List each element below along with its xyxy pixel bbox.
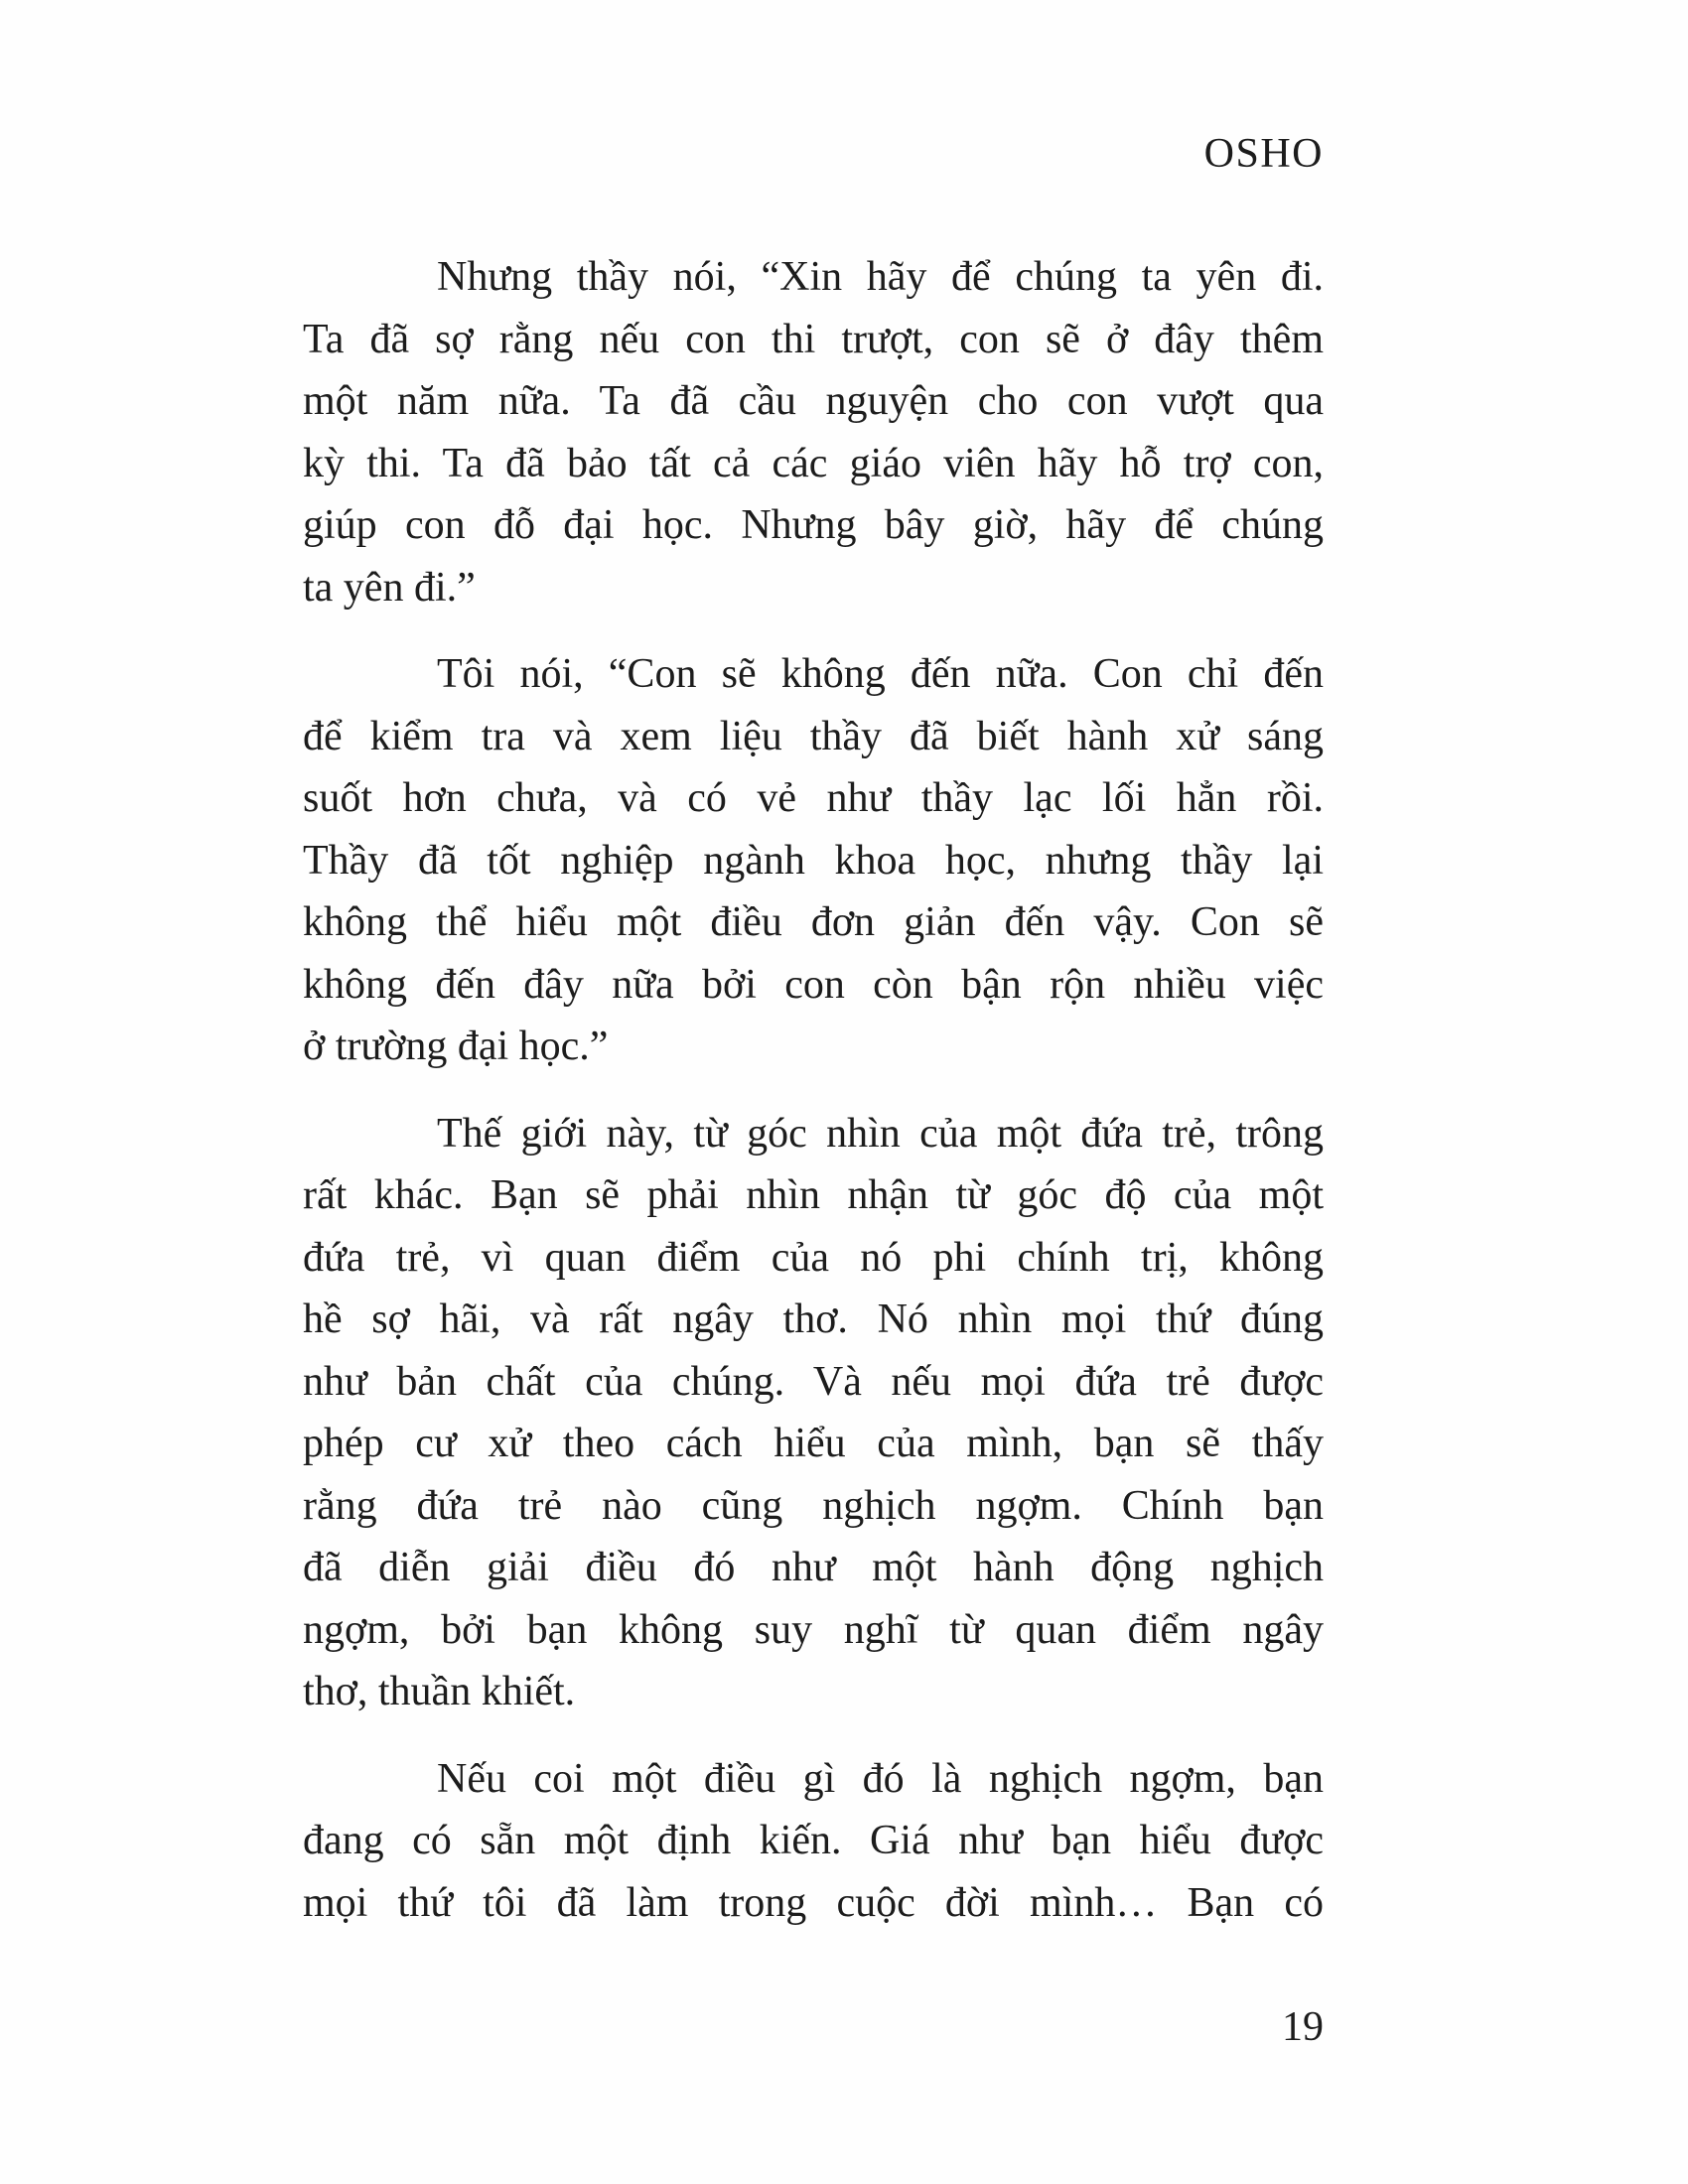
text-line: ta yên đi.” xyxy=(303,564,476,611)
text-line: ngợm, bởi bạn không suy nghĩ từ quan điểm ngây xyxy=(303,1606,1324,1653)
text-line: hề sợ hãi, và rất ngây thơ. Nó nhìn mọi thứ đúng xyxy=(303,1297,1324,1342)
text-line: Tôi nói, “Con sẽ không đến nữa. Con chỉ đến xyxy=(437,651,1324,697)
text-block xyxy=(303,246,1324,1959)
text-line: một năm nữa. Ta đã cầu nguyện cho con vượt qua xyxy=(303,378,1324,424)
text-line: Nếu coi một điều gì đó là nghịch ngợm, bạn xyxy=(437,1755,1324,1802)
paragraph xyxy=(303,643,1324,1078)
text-line: mọi thứ tôi đã làm trong cuộc đời mình… Bạn có xyxy=(303,1879,1324,1926)
text-line: không thể hiểu một điều đơn giản đến vậy. Con sẽ xyxy=(303,899,1324,945)
text-line: đứa trẻ, vì quan điểm của nó phi chính trị, không xyxy=(303,1234,1324,1281)
text-line: phép cư xử theo cách hiểu của mình, bạn sẽ thấy xyxy=(303,1421,1324,1466)
text-line: Nhưng thầy nói, “Xin hãy để chúng ta yên đi. xyxy=(437,254,1324,300)
text-line: Ta đã sợ rằng nếu con thi trượt, con sẽ ở đây thêm xyxy=(303,316,1324,362)
text-line: rằng đứa trẻ nào cũng nghịch ngợm. Chính bạn xyxy=(303,1482,1324,1529)
text-line: Thế giới này, từ góc nhìn của một đứa trẻ, trông xyxy=(437,1110,1324,1157)
text-line: đang có sẵn một định kiến. Giá như bạn hiểu được xyxy=(303,1818,1324,1863)
page-number: 19 xyxy=(1282,2004,1324,2050)
text-line: ở trường đại học.” xyxy=(303,1024,609,1069)
text-line: rất khác. Bạn sẽ phải nhìn nhận từ góc độ của một xyxy=(303,1172,1324,1218)
text-line: không đến đây nữa bởi con còn bận rộn nhiều việc xyxy=(303,961,1324,1008)
text-line: như bản chất của chúng. Và nếu mọi đứa trẻ được xyxy=(303,1358,1324,1405)
paragraph xyxy=(303,1748,1324,1935)
text-line: Thầy đã tốt nghiệp ngành khoa học, nhưng thầy lại xyxy=(303,837,1324,884)
text-line: kỳ thi. Ta đã bảo tất cả các giáo viên hãy hỗ trợ con, xyxy=(303,440,1324,486)
paragraph xyxy=(303,1103,1324,1723)
text-line: thơ, thuần khiết. xyxy=(303,1669,576,1714)
text-line: để kiểm tra và xem liệu thầy đã biết hành xử sáng xyxy=(303,713,1324,759)
text-line: suốt hơn chưa, và có vẻ như thầy lạc lối hẳn rồi. xyxy=(303,775,1324,821)
text-line: giúp con đỗ đại học. Nhưng bây giờ, hãy để chúng xyxy=(303,502,1324,548)
text-line: đã diễn giải điều đó như một hành động nghịch xyxy=(303,1545,1324,1590)
paragraph xyxy=(303,246,1324,618)
running-header: OSHO xyxy=(1203,131,1324,177)
